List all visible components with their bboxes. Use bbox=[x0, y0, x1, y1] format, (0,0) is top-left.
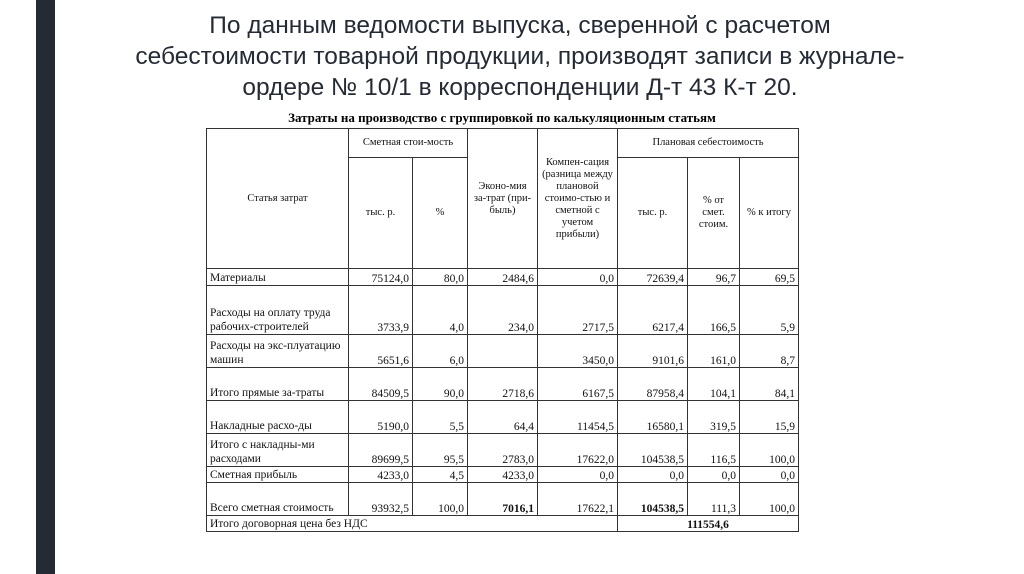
cell-comp: 2717,5 bbox=[538, 286, 618, 335]
cell-smeta: 4233,0 bbox=[349, 467, 413, 483]
cell-comp: 3450,0 bbox=[538, 335, 618, 368]
cell-smeta: 84509,5 bbox=[349, 368, 413, 401]
cell-plan: 104538,5 bbox=[618, 483, 688, 516]
header-pct-of-total: % к итогу bbox=[740, 158, 799, 269]
cell-smeta: 75124,0 bbox=[349, 269, 413, 286]
header-article: Статья затрат bbox=[207, 129, 349, 269]
cell-pct: 95,5 bbox=[413, 434, 468, 467]
slide-title bbox=[70, 10, 970, 103]
cell-economy: 7016,1 bbox=[468, 483, 538, 516]
footer-value: 111554,6 bbox=[618, 516, 799, 532]
cell-plan: 0,0 bbox=[618, 467, 688, 483]
cell-smeta: 3733,9 bbox=[349, 286, 413, 335]
cell-pct: 4,5 bbox=[413, 467, 468, 483]
row-name: Расходы на оплату труда рабочих-строителей bbox=[207, 286, 349, 335]
cell-of-smeta: 166,5 bbox=[688, 286, 740, 335]
cell-smeta: 5190,0 bbox=[349, 401, 413, 434]
cell-comp: 0,0 bbox=[538, 467, 618, 483]
footer-label: Итого договорная цена без НДС bbox=[207, 516, 618, 532]
table-row bbox=[207, 368, 799, 401]
table-row bbox=[207, 401, 799, 434]
cell-economy bbox=[468, 335, 538, 368]
cell-pct: 80,0 bbox=[413, 269, 468, 286]
title-line-3: ордере № 10/1 в корреспонденции Д-т 43 К-т 20. bbox=[242, 74, 798, 101]
table-row bbox=[207, 434, 799, 467]
cell-pct: 5,5 bbox=[413, 401, 468, 434]
row-name: Материалы bbox=[207, 269, 349, 286]
cell-plan: 6217,4 bbox=[618, 286, 688, 335]
header-plan-thous: тыс. р. bbox=[618, 158, 688, 269]
table-footer-row bbox=[207, 516, 799, 532]
accent-side-bar bbox=[36, 0, 55, 574]
cell-of-total: 69,5 bbox=[740, 269, 799, 286]
row-name: Итого с накладны-ми расходами bbox=[207, 434, 349, 467]
cell-of-smeta: 0,0 bbox=[688, 467, 740, 483]
cell-of-total: 100,0 bbox=[740, 483, 799, 516]
header-compensation: Компен-сация (разница между плановой стоимо-стью и сметной с учетом прибыли) bbox=[538, 129, 618, 269]
cell-economy: 234,0 bbox=[468, 286, 538, 335]
cell-comp: 17622,1 bbox=[538, 483, 618, 516]
cost-table-container bbox=[206, 108, 798, 532]
cell-of-smeta: 319,5 bbox=[688, 401, 740, 434]
header-plan-group: Плановая себестоимость bbox=[618, 129, 799, 158]
header-smeta-group: Сметная стои-мость bbox=[349, 129, 468, 158]
header-smeta-thous: тыс. р. bbox=[349, 158, 413, 269]
row-name: Расходы на экс-плуатацию машин bbox=[207, 335, 349, 368]
cell-comp: 11454,5 bbox=[538, 401, 618, 434]
cell-comp: 17622,0 bbox=[538, 434, 618, 467]
cell-economy: 2783,0 bbox=[468, 434, 538, 467]
cell-pct: 6,0 bbox=[413, 335, 468, 368]
cell-of-smeta: 104,1 bbox=[688, 368, 740, 401]
header-economy: Эконо-мия за-трат (при-быль) bbox=[468, 129, 538, 269]
cell-smeta: 89699,5 bbox=[349, 434, 413, 467]
table-row bbox=[207, 286, 799, 335]
cell-economy: 64,4 bbox=[468, 401, 538, 434]
header-pct-of-smeta: % от смет. стоим. bbox=[688, 158, 740, 269]
cell-of-smeta: 161,0 bbox=[688, 335, 740, 368]
cell-of-total: 84,1 bbox=[740, 368, 799, 401]
table-row bbox=[207, 467, 799, 483]
row-name: Накладные расхо-ды bbox=[207, 401, 349, 434]
row-name: Сметная прибыль bbox=[207, 467, 349, 483]
cell-of-total: 5,9 bbox=[740, 286, 799, 335]
cell-economy: 2718,6 bbox=[468, 368, 538, 401]
header-smeta-percent: % bbox=[413, 158, 468, 269]
row-name: Итого прямые за-траты bbox=[207, 368, 349, 401]
cell-pct: 90,0 bbox=[413, 368, 468, 401]
cell-economy: 2484,6 bbox=[468, 269, 538, 286]
cell-economy: 4233,0 bbox=[468, 467, 538, 483]
cell-smeta: 5651,6 bbox=[349, 335, 413, 368]
cell-plan: 87958,4 bbox=[618, 368, 688, 401]
cell-plan: 9101,6 bbox=[618, 335, 688, 368]
table-row bbox=[207, 483, 799, 516]
cell-of-total: 15,9 bbox=[740, 401, 799, 434]
cell-of-smeta: 116,5 bbox=[688, 434, 740, 467]
cell-of-total: 100,0 bbox=[740, 434, 799, 467]
table-row bbox=[207, 269, 799, 286]
row-name: Всего сметная стоимость bbox=[207, 483, 349, 516]
cell-of-smeta: 96,7 bbox=[688, 269, 740, 286]
cell-of-total: 0,0 bbox=[740, 467, 799, 483]
table-caption: Затраты на производство с группировкой по калькуляционным статьям bbox=[288, 110, 716, 125]
cell-of-total: 8,7 bbox=[740, 335, 799, 368]
cost-table bbox=[206, 128, 799, 532]
cell-comp: 0,0 bbox=[538, 269, 618, 286]
table-row bbox=[207, 335, 799, 368]
cell-of-smeta: 111,3 bbox=[688, 483, 740, 516]
cell-plan: 104538,5 bbox=[618, 434, 688, 467]
cell-comp: 6167,5 bbox=[538, 368, 618, 401]
table-header-row-top bbox=[207, 129, 799, 158]
cell-plan: 16580,1 bbox=[618, 401, 688, 434]
cell-smeta: 93932,5 bbox=[349, 483, 413, 516]
title-line-2: себестоимости товарной продукции, производят записи в журнале- bbox=[135, 43, 905, 70]
cell-pct: 100,0 bbox=[413, 483, 468, 516]
cell-plan: 72639,4 bbox=[618, 269, 688, 286]
title-line-1: По данным ведомости выпуска, сверенной с расчетом bbox=[209, 12, 831, 39]
cell-pct: 4,0 bbox=[413, 286, 468, 335]
